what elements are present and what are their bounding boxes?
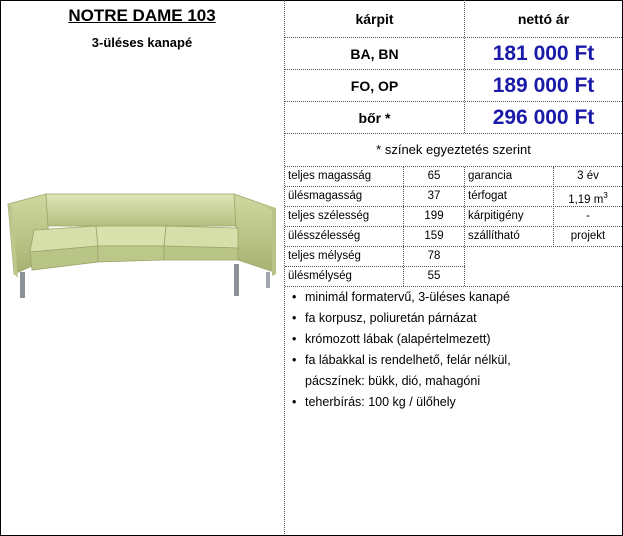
- spec-label: térfogat: [468, 190, 507, 202]
- list-item: • fa lábakkal is rendelhető, felár nélkül,: [292, 353, 511, 367]
- grid-line: [285, 226, 622, 227]
- spec-label: teljes szélesség: [288, 210, 370, 222]
- price-value: 181 000 Ft: [492, 42, 595, 65]
- volume-value: 1,19 m: [568, 193, 604, 206]
- grid-line: [285, 206, 622, 207]
- spec-label: ülésszélesség: [288, 230, 361, 242]
- karpit-value: FO, OP: [350, 78, 399, 94]
- spec-value: 199: [424, 210, 444, 222]
- spec-label: garancia: [468, 170, 513, 182]
- feature-text: pácszínek: bükk, dió, mahagóni: [305, 374, 481, 388]
- spec-value: 159: [424, 230, 444, 242]
- spec-value: -: [586, 210, 590, 222]
- spec-value: 55: [427, 270, 441, 282]
- sofa-image: [6, 186, 278, 308]
- price-value: 189 000 Ft: [492, 74, 595, 97]
- list-item: • teherbírás: 100 kg / ülőhely: [292, 395, 456, 409]
- feature-text: fa lábakkal is rendelhető, felár nélkül,: [305, 353, 511, 367]
- spec-label: ülésmélység: [288, 270, 352, 282]
- spec-value: 3 év: [577, 170, 599, 182]
- list-item: • fa korpusz, poliuretán párnázat: [292, 311, 477, 325]
- note-divider: [285, 166, 622, 167]
- spec-value: 65: [427, 170, 441, 182]
- spec-label: kárpitigény: [468, 210, 524, 222]
- spec-value: projekt: [570, 230, 606, 242]
- grid-line: [285, 246, 622, 247]
- grid-line: [285, 186, 622, 187]
- feature-continuation: [285, 371, 615, 392]
- spec-value: 37: [427, 190, 441, 202]
- volume-unit-exp: 3: [603, 191, 608, 200]
- feature-text: fa korpusz, poliuretán párnázat: [305, 311, 477, 325]
- price-value: 296 000 Ft: [492, 106, 595, 129]
- spec-label: ülésmagasság: [288, 190, 363, 202]
- spec-label: teljes magasság: [288, 170, 372, 182]
- grid-line: [285, 266, 465, 267]
- product-title: NOTRE DAME 103: [68, 6, 216, 25]
- spec-label: teljes mélység: [288, 250, 361, 262]
- color-note: * színek egyeztetés szerint: [376, 142, 531, 157]
- product-subtitle: 3-üléses kanapé: [91, 35, 193, 50]
- price-header: nettó ár: [517, 11, 570, 27]
- karpit-value: bőr *: [358, 110, 391, 126]
- karpit-value: BA, BN: [350, 46, 399, 62]
- list-item: • krómozott lábak (alapértelmezett): [292, 332, 491, 346]
- feature-text: krómozott lábak (alapértelmezett): [305, 332, 491, 346]
- feature-text: teherbírás: 100 kg / ülőhely: [305, 395, 456, 409]
- feature-list: [285, 287, 615, 413]
- feature-text: minimál formatervű, 3-üléses kanapé: [305, 290, 510, 304]
- karpit-header: kárpit: [355, 11, 394, 27]
- spec-value: [554, 191, 622, 206]
- list-item: • minimál formatervű, 3-üléses kanapé: [292, 290, 510, 304]
- spec-label: szállítható: [468, 230, 520, 242]
- spec-value: 78: [427, 250, 441, 262]
